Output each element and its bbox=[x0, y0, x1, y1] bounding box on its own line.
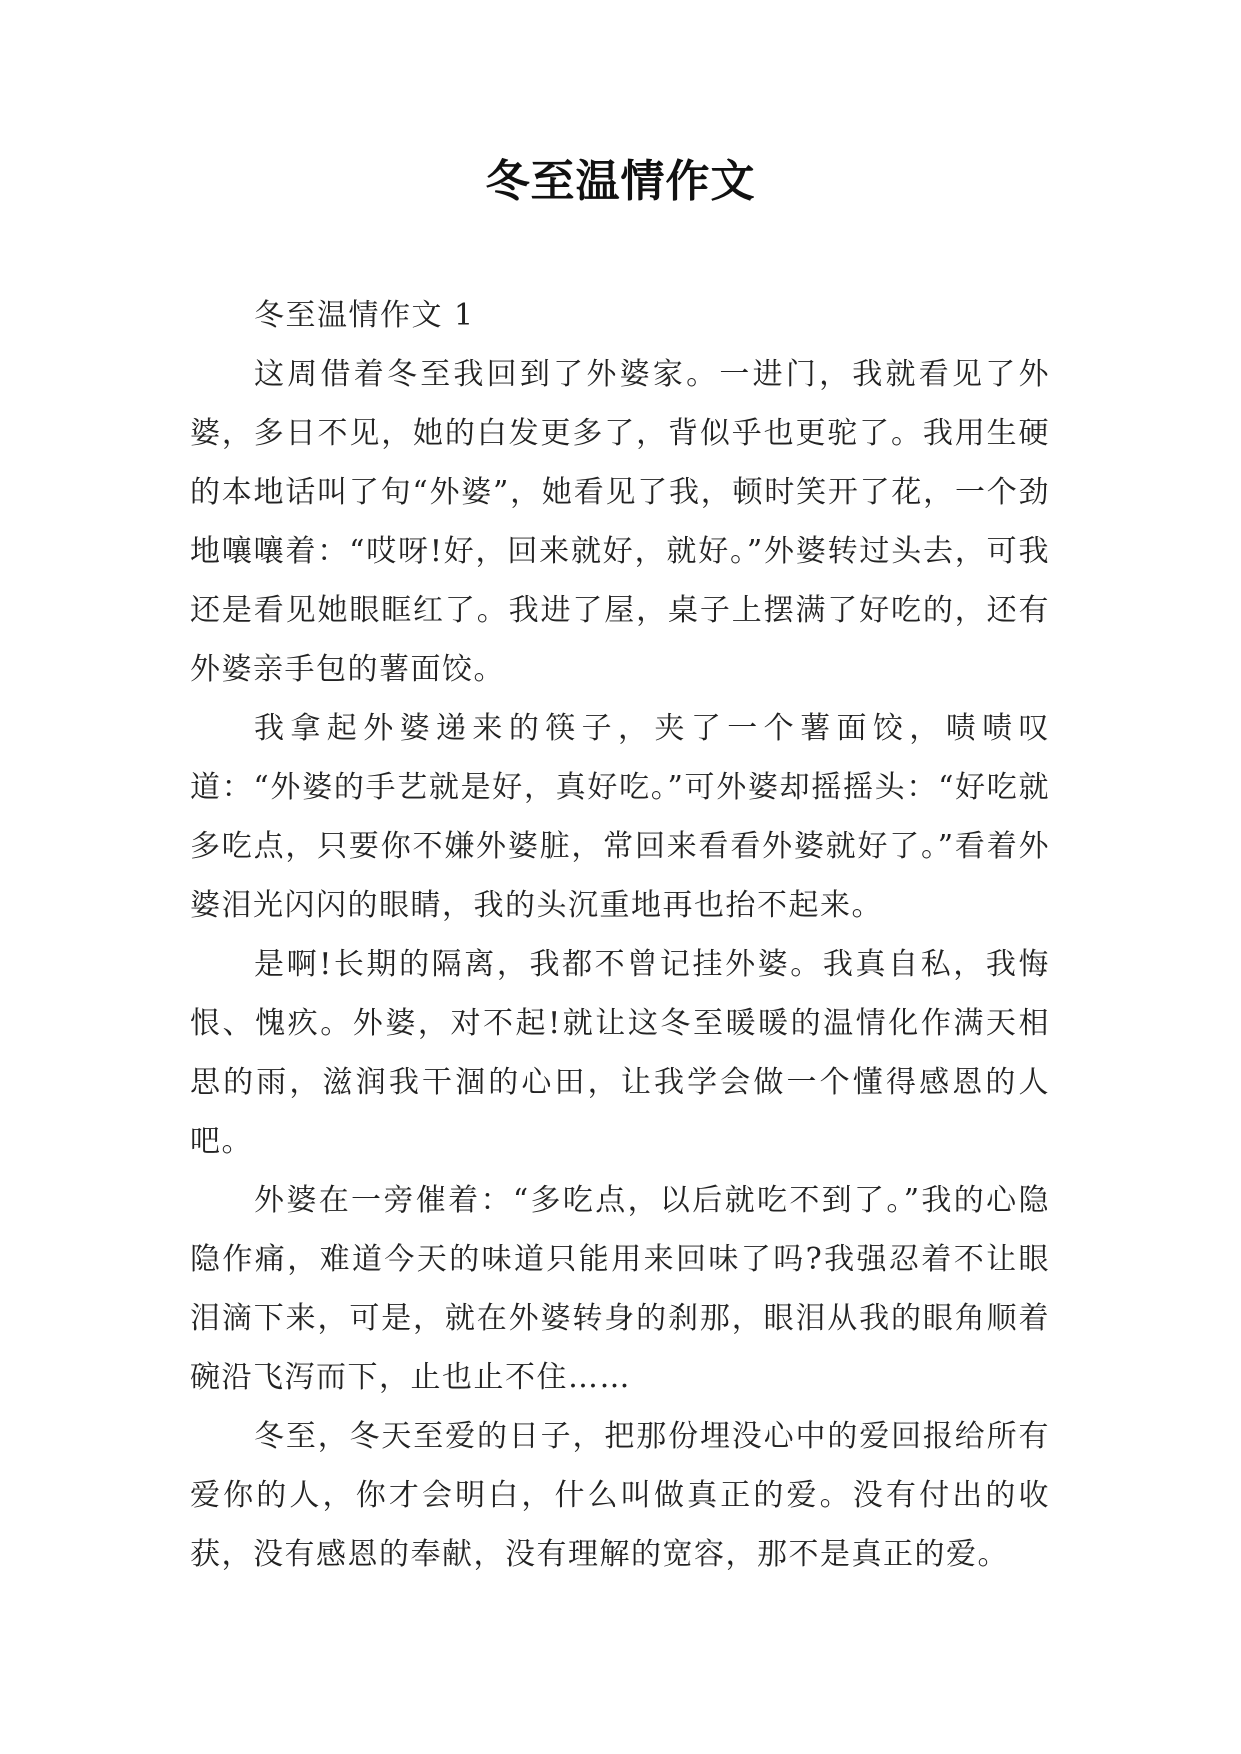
paragraph: 外婆在一旁催着：“多吃点，以后就吃不到了。”我的心隐隐作痛，难道今天的味道只能用来回味了吗?我强忍着不让眼泪滴下来，可是，就在外婆转身的刹那，眼泪从我的眼角顺着碗沿飞泻而下，止也止不住…… bbox=[190, 1183, 1050, 1395]
document-body bbox=[190, 286, 1050, 1584]
paragraph: 这周借着冬至我回到了外婆家。一进门，我就看见了外婆，多日不见，她的白发更多了，背似乎也更驼了。我用生硬的本地话叫了句“外婆”，她看见了我，顿时笑开了花，一个劲地嚷嚷着：“哎呀!好，回来就好，就好。”外婆转过头去，可我还是看见她眼眶红了。我进了屋，桌子上摆满了好吃的，还有外婆亲手包的薯面饺。 bbox=[190, 357, 1050, 687]
paragraph: 冬至，冬天至爱的日子，把那份埋没心中的爱回报给所有爱你的人，你才会明白，什么叫做真正的爱。没有付出的收获，没有感恩的奉献，没有理解的宽容，那不是真正的爱。 bbox=[190, 1419, 1050, 1572]
paragraph: 我拿起外婆递来的筷子，夹了一个薯面饺，啧啧叹道：“外婆的手艺就是好，真好吃。”可外婆却摇摇头：“好吃就多吃点，只要你不嫌外婆脏，常回来看看外婆就好了。”看着外婆泪光闪闪的眼睛，我的头沉重地再也抬不起来。 bbox=[190, 711, 1050, 923]
section-heading: 冬至温情作文 1 bbox=[254, 298, 475, 333]
document-title: 冬至温情作文 bbox=[485, 156, 756, 207]
paragraph: 是啊!长期的隔离，我都不曾记挂外婆。我真自私，我悔恨、愧疚。外婆，对不起!就让这冬至暖暖的温情化作满天相思的雨，滋润我干涸的心田，让我学会做一个懂得感恩的人吧。 bbox=[190, 947, 1050, 1159]
